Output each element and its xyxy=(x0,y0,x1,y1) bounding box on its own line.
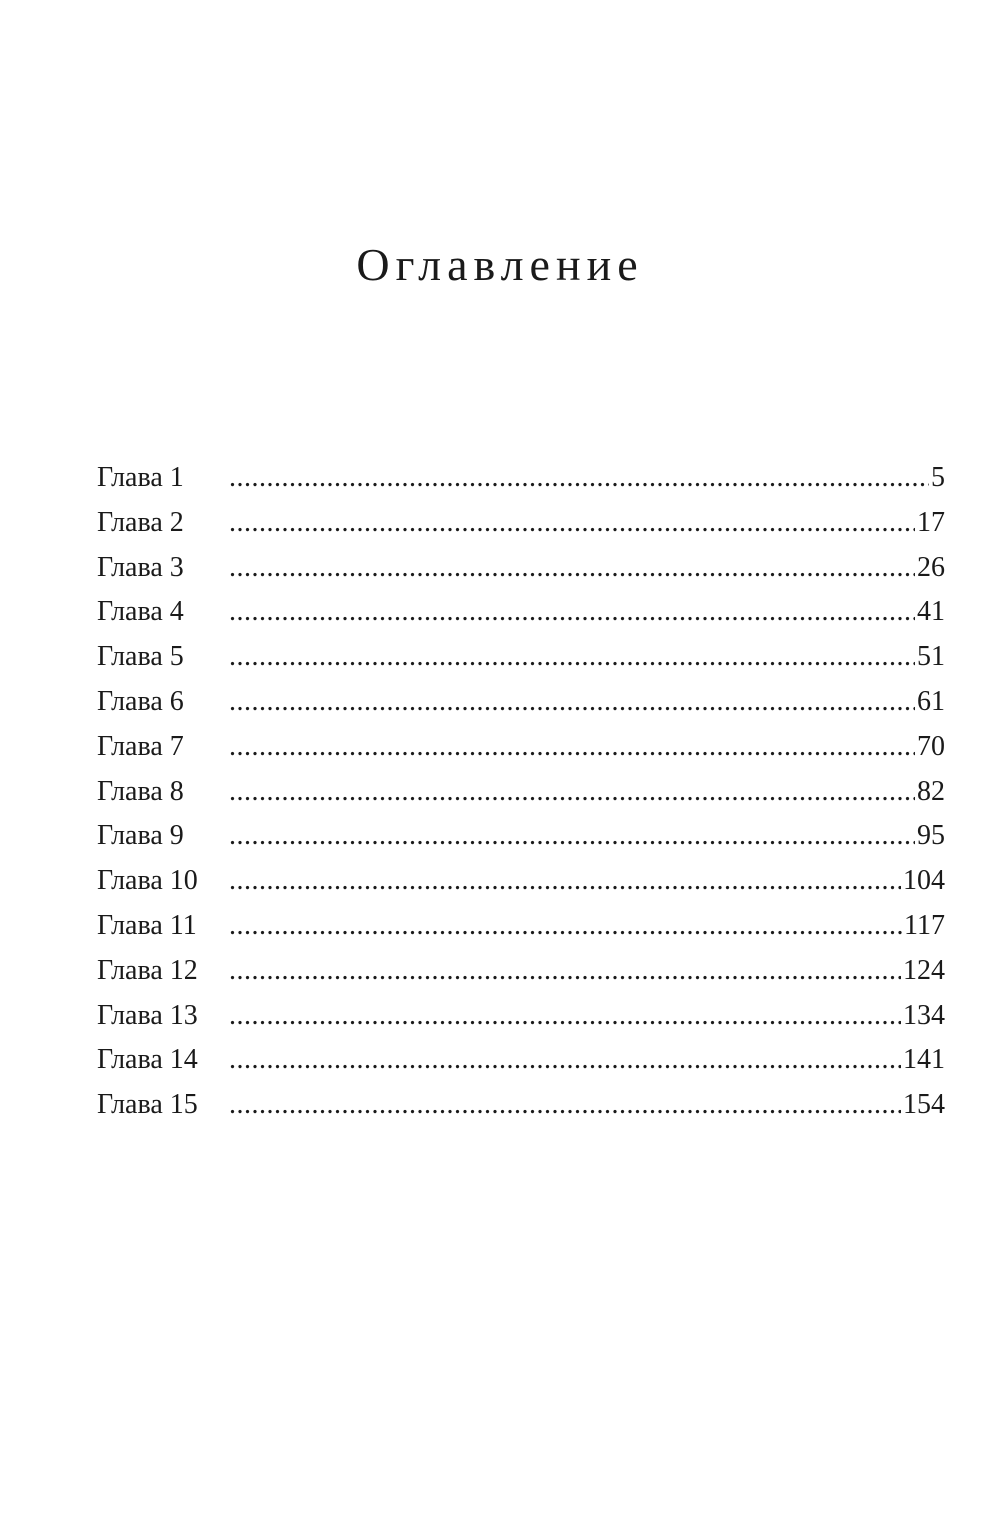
toc-entry-label: Глава 9 xyxy=(97,820,184,852)
toc-entry-page: 117 xyxy=(904,909,945,941)
toc-entry-page: 61 xyxy=(917,685,945,717)
toc-entry-page: 26 xyxy=(917,551,945,583)
toc-entry-page: 82 xyxy=(917,775,945,807)
toc-dot-leader xyxy=(229,859,901,904)
toc-entry-page: 51 xyxy=(917,641,945,673)
toc-entry[interactable] xyxy=(97,814,945,859)
toc-dot-leader xyxy=(229,590,915,635)
toc-entry[interactable] xyxy=(97,949,945,994)
toc-entry-page: 104 xyxy=(903,865,945,897)
toc-entry-label: Глава 13 xyxy=(97,999,198,1031)
toc-entry-page: 41 xyxy=(917,596,945,628)
toc-entry-page: 17 xyxy=(917,506,945,538)
toc-entry-label: Глава 5 xyxy=(97,641,184,673)
toc-entry[interactable] xyxy=(97,680,945,725)
toc-entry-label: Глава 3 xyxy=(97,551,184,583)
toc-dot-leader xyxy=(229,1038,901,1083)
toc-entry[interactable] xyxy=(97,1083,945,1128)
toc-entry-page: 134 xyxy=(903,999,945,1031)
toc-dot-leader xyxy=(229,904,902,949)
toc-entry[interactable] xyxy=(97,770,945,815)
toc-entry[interactable] xyxy=(97,859,945,904)
toc-entry-label: Глава 7 xyxy=(97,730,184,762)
toc-dot-leader xyxy=(229,949,901,994)
toc-entry-page: 5 xyxy=(931,462,945,493)
toc-entry[interactable] xyxy=(97,1038,945,1083)
toc-dot-leader xyxy=(229,501,915,546)
toc-dot-leader xyxy=(229,770,915,815)
toc-entry[interactable] xyxy=(97,456,945,501)
toc-entry-label: Глава 14 xyxy=(97,1044,198,1076)
toc-entry[interactable] xyxy=(97,590,945,635)
toc-entry-label: Глава 4 xyxy=(97,596,184,628)
page-title: Оглавление xyxy=(356,239,644,290)
table-of-contents xyxy=(97,456,945,1128)
toc-entry[interactable] xyxy=(97,994,945,1039)
toc-entry[interactable] xyxy=(97,635,945,680)
toc-entry[interactable] xyxy=(97,725,945,770)
toc-entry-page: 95 xyxy=(917,820,945,852)
toc-entry[interactable] xyxy=(97,501,945,546)
toc-entry-page: 154 xyxy=(903,1089,945,1121)
toc-entry-label: Глава 10 xyxy=(97,865,198,897)
toc-dot-leader xyxy=(229,725,915,770)
toc-entry[interactable] xyxy=(97,904,945,949)
toc-entry[interactable] xyxy=(97,546,945,591)
toc-entry-label: Глава 8 xyxy=(97,775,184,807)
toc-entry-page: 124 xyxy=(903,954,945,986)
toc-entry-page: 141 xyxy=(903,1044,945,1076)
toc-entry-label: Глава 15 xyxy=(97,1089,198,1121)
toc-dot-leader xyxy=(229,1083,901,1128)
toc-dot-leader xyxy=(229,814,915,859)
toc-dot-leader xyxy=(229,994,901,1039)
toc-dot-leader xyxy=(229,680,915,725)
toc-entry-label: Глава 12 xyxy=(97,954,198,986)
toc-entry-label: Глава 1 xyxy=(97,462,184,493)
toc-entry-label: Глава 11 xyxy=(97,909,197,941)
toc-entry-page: 70 xyxy=(917,730,945,762)
toc-entry-label: Глава 2 xyxy=(97,506,184,538)
toc-dot-leader xyxy=(229,635,915,680)
toc-entry-label: Глава 6 xyxy=(97,685,184,717)
toc-dot-leader xyxy=(229,546,915,591)
toc-dot-leader xyxy=(229,456,929,501)
